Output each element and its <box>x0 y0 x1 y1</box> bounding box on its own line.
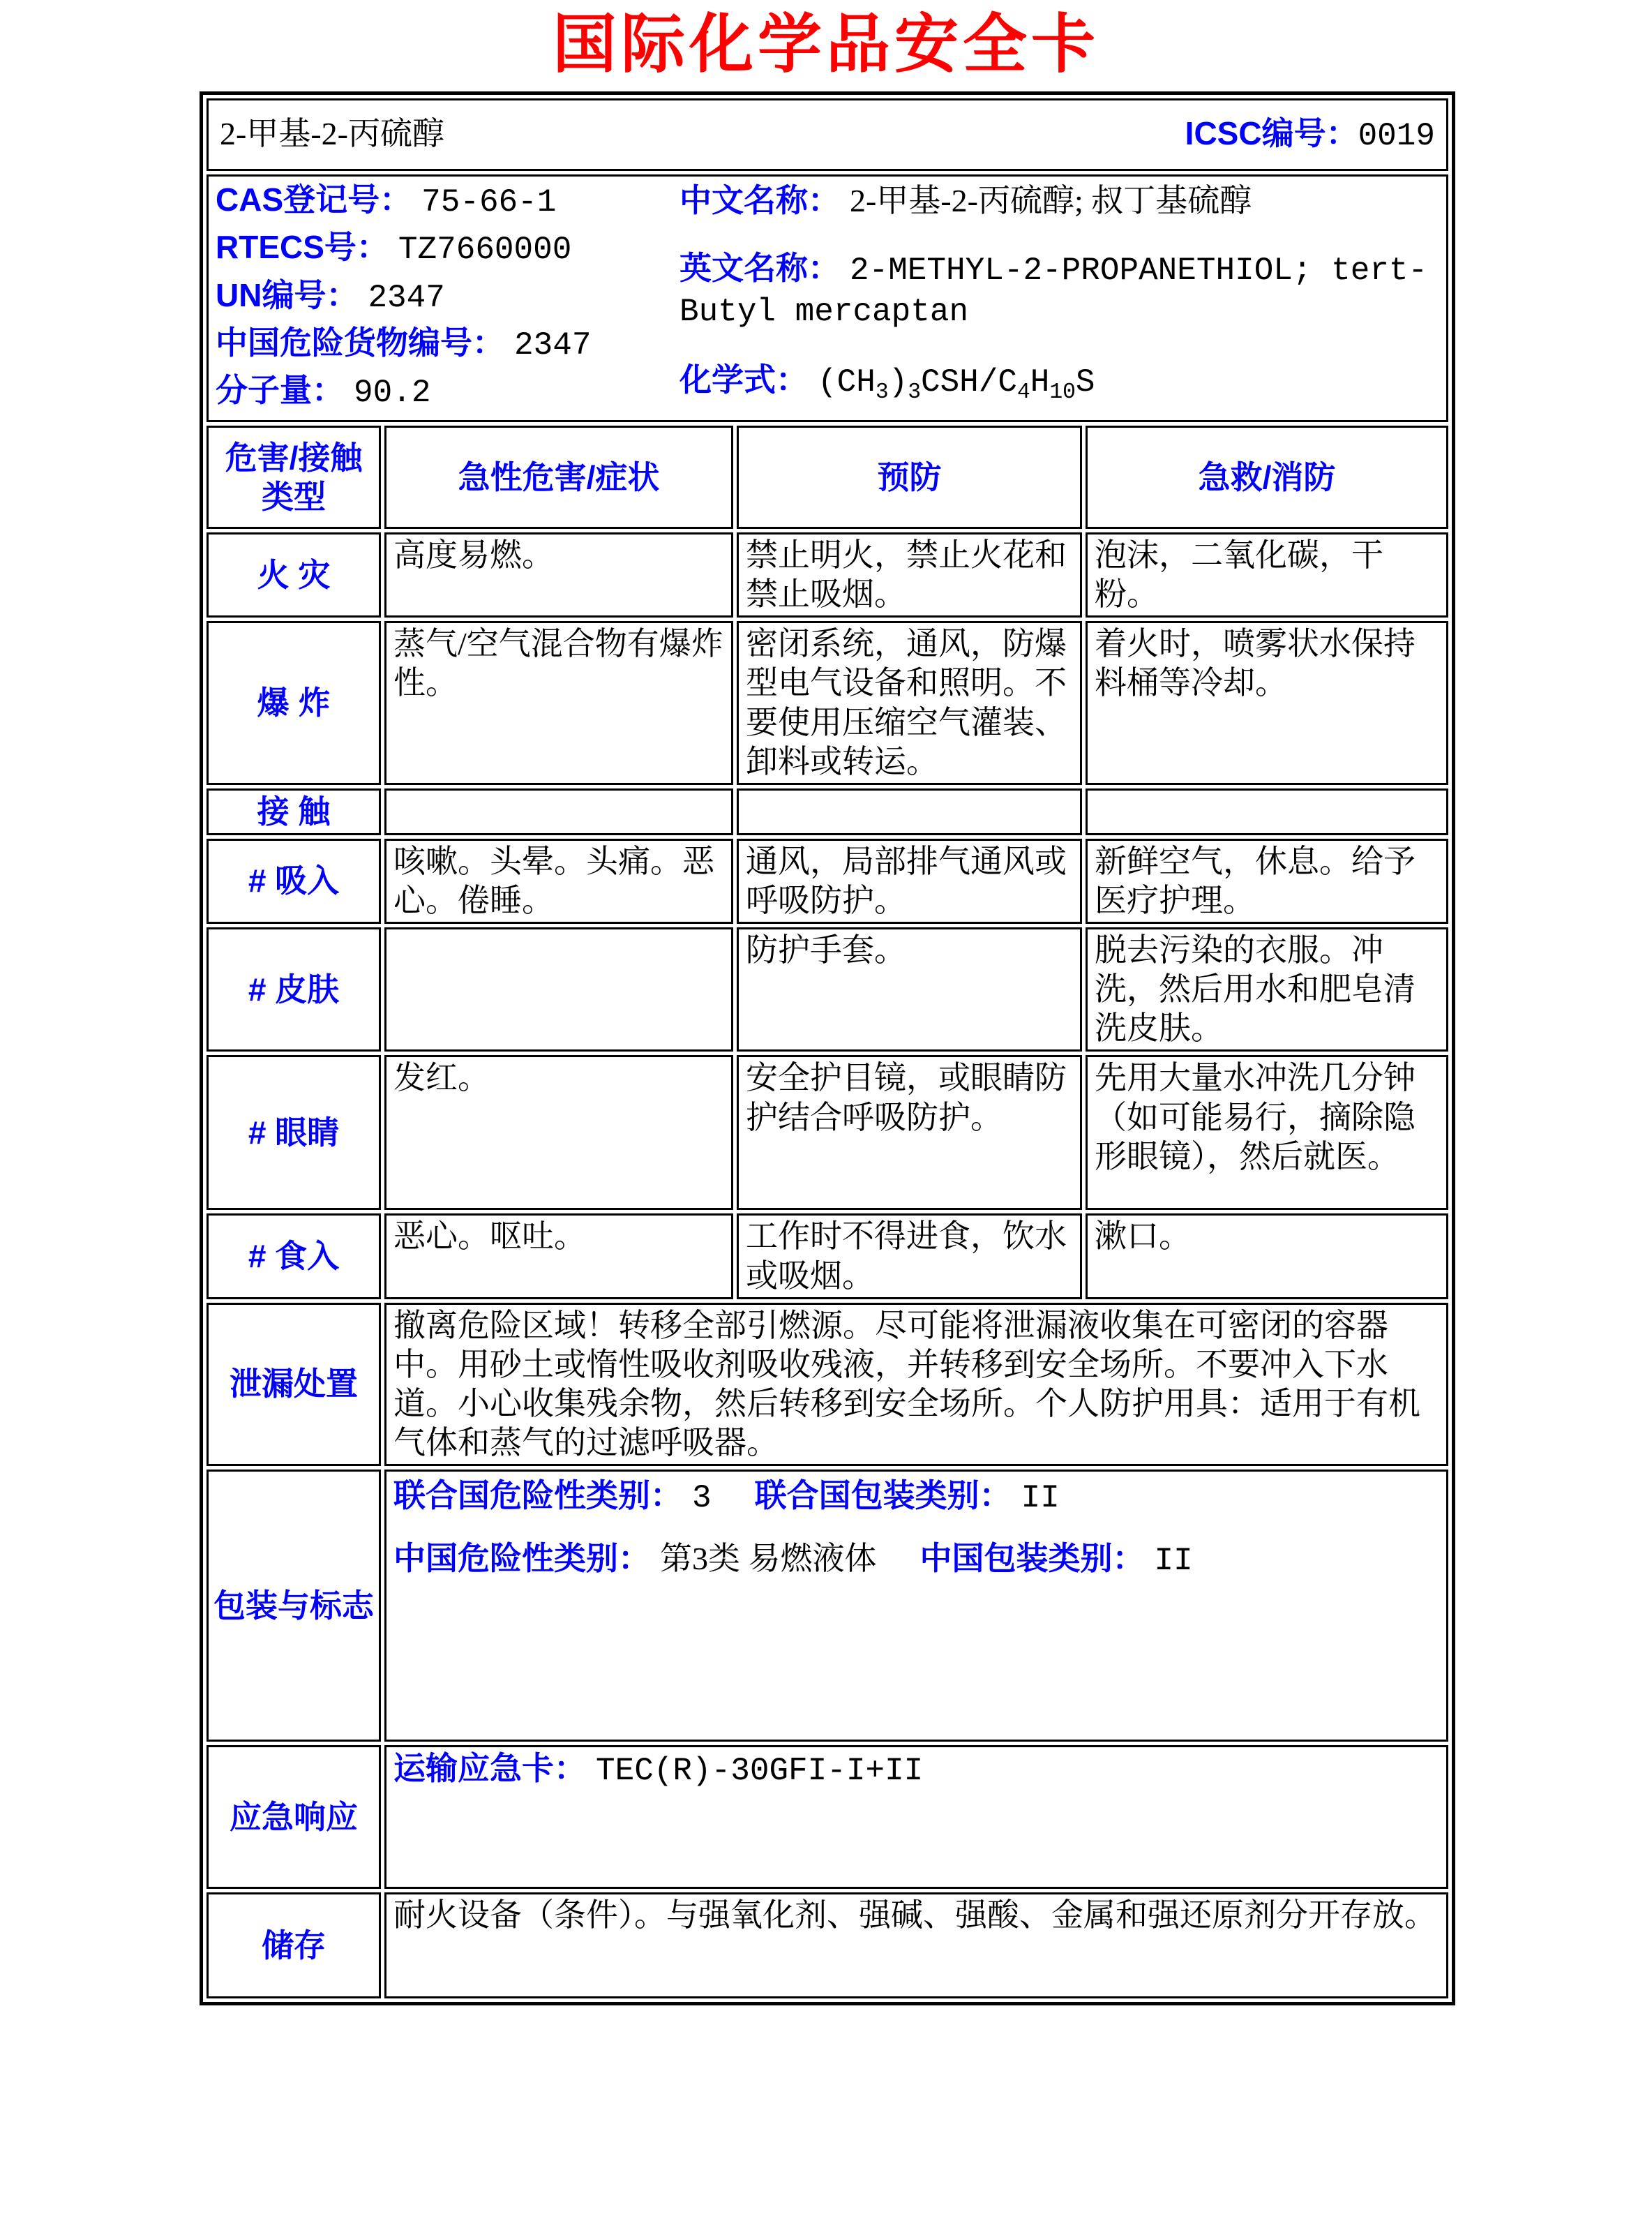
rtecs-line <box>216 228 679 269</box>
china-dg-number-line <box>216 324 679 365</box>
row-eyes <box>206 1055 1448 1210</box>
spill-text: 撤离危险区域！转移全部引燃源。尽可能将泄漏液收集在可密闭的容器中。用砂土或惰性吸收剂吸收残液，并转移到安全场所。不要冲入下水道。小心收集残余物，然后转移到安全场所。个人防护用具：适用于有机气体和蒸气的过滤呼吸器。 <box>384 1303 1448 1466</box>
spill-label: 泄漏处置 <box>206 1303 381 1466</box>
fire-type-label: 火 灾 <box>206 532 381 618</box>
explosion-prevention: 密闭系统，通风，防爆型电气设备和照明。不要使用压缩空气灌装、卸料或转运。 <box>737 621 1082 784</box>
row-storage <box>206 1892 1448 1998</box>
eyes-prevention: 安全护目镜，或眼睛防护结合呼吸防护。 <box>737 1055 1082 1210</box>
english-name-line <box>679 248 1429 331</box>
hazard-type-header <box>206 426 381 529</box>
fire-prevention: 禁止明火，禁止火花和禁止吸烟。 <box>737 532 1082 618</box>
skin-type-label: # 皮肤 <box>206 927 381 1052</box>
molecular-weight-line <box>216 371 679 412</box>
en-name-label: 英文名称： <box>679 250 840 287</box>
symptoms-header: 急性危害/症状 <box>384 426 733 529</box>
header-row <box>206 98 1448 171</box>
chinese-name-line <box>679 181 1429 220</box>
row-explosion <box>206 621 1448 784</box>
hazard-type-header-line1: 危害/接触 <box>225 440 363 477</box>
cn-pack-value: II <box>1154 1543 1193 1580</box>
un-label: UN编号： <box>216 276 359 313</box>
cas-number-line <box>216 181 679 222</box>
icsc-number <box>1185 114 1435 156</box>
row-skin <box>206 927 1448 1052</box>
contact-prevention <box>737 788 1082 835</box>
ingestion-type-label: # 食入 <box>206 1213 381 1299</box>
inhalation-firstaid: 新鲜空气，休息。给予医疗护理。 <box>1086 839 1448 924</box>
inhalation-type-label: # 吸入 <box>206 839 381 924</box>
firstaid-header: 急救/消防 <box>1086 426 1448 529</box>
inhalation-prevention: 通风，局部排气通风或呼吸防护。 <box>737 839 1082 924</box>
un-pack-label: 联合国包装类别： <box>754 1477 1012 1514</box>
storage-text: 耐火设备（条件）。与强氧化剂、强碱、强酸、金属和强还原剂分开存放。 <box>384 1892 1448 1998</box>
identifier-list <box>216 178 679 419</box>
info-cell <box>206 174 1448 422</box>
china-dg-label: 中国危险货物编号： <box>216 324 504 361</box>
cn-name-label: 中文名称： <box>679 182 840 219</box>
icsc-value: 0019 <box>1358 118 1435 155</box>
rtecs-value: TZ7660000 <box>398 232 572 269</box>
page-title: 国际化学品安全卡 <box>552 9 1099 80</box>
cn-class-value: 第3类 易燃液体 <box>660 1541 877 1577</box>
cn-class-label: 中国危险性类别： <box>393 1540 650 1577</box>
prevention-header: 预防 <box>737 426 1082 529</box>
name-list <box>679 178 1429 419</box>
formula-line <box>679 360 1429 406</box>
cn-pack-label: 中国包装类别： <box>919 1540 1145 1577</box>
packaging-content <box>384 1470 1448 1742</box>
row-fire <box>206 532 1448 618</box>
eyes-type-label: # 眼睛 <box>206 1055 381 1210</box>
fire-symptoms: 高度易燃。 <box>384 532 733 618</box>
un-pack-value: II <box>1021 1480 1060 1517</box>
safety-card-table <box>200 91 1455 2005</box>
mw-label: 分子量： <box>216 371 344 408</box>
explosion-firstaid: 着火时，喷雾状水保持料桶等冷却。 <box>1086 621 1448 784</box>
china-dg-value: 2347 <box>514 327 592 364</box>
mw-value: 90.2 <box>354 374 431 411</box>
transport-card-value: TEC(R)-30GFI-I+II <box>596 1753 924 1790</box>
ingestion-firstaid: 漱口。 <box>1086 1213 1448 1299</box>
un-classification-line <box>393 1476 1439 1518</box>
skin-firstaid: 脱去污染的衣服。冲洗，然后用水和肥皂清洗皮肤。 <box>1086 927 1448 1052</box>
transport-card-label: 运输应急卡： <box>393 1750 586 1787</box>
emergency-content <box>384 1745 1448 1889</box>
skin-prevention: 防护手套。 <box>737 927 1082 1052</box>
row-packaging <box>206 1470 1448 1742</box>
un-class-value: 3 <box>692 1480 712 1517</box>
ingestion-prevention: 工作时不得进食，饮水或吸烟。 <box>737 1213 1082 1299</box>
cas-label: CAS登记号： <box>216 181 412 218</box>
eyes-symptoms: 发红。 <box>384 1055 733 1210</box>
cn-name-value: 2-甲基-2-丙硫醇; 叔丁基硫醇 <box>850 183 1252 219</box>
info-row <box>206 174 1448 422</box>
row-emergency-response <box>206 1745 1448 1889</box>
explosion-symptoms: 蒸气/空气混合物有爆炸性。 <box>384 621 733 784</box>
row-inhalation <box>206 839 1448 924</box>
inhalation-symptoms: 咳嗽。头晕。头痛。恶心。倦睡。 <box>384 839 733 924</box>
formula-label: 化学式： <box>679 361 808 398</box>
skin-symptoms <box>384 927 733 1052</box>
hazard-header-row <box>206 426 1448 529</box>
rtecs-label: RTECS号： <box>216 229 389 266</box>
cas-value: 75-66-1 <box>421 184 557 221</box>
contact-type-label: 接 触 <box>206 788 381 835</box>
row-contact <box>206 788 1448 835</box>
un-value: 2347 <box>368 279 445 316</box>
ingestion-symptoms: 恶心。呕吐。 <box>384 1213 733 1299</box>
header-cell <box>206 98 1448 171</box>
hazard-type-header-line2: 类型 <box>262 479 326 516</box>
packaging-label: 包装与标志 <box>206 1470 381 1742</box>
icsc-label: ICSC编号： <box>1185 115 1358 152</box>
contact-symptoms <box>384 788 733 835</box>
row-ingestion <box>206 1213 1448 1299</box>
eyes-firstaid: 先用大量水冲洗几分钟（如可能易行，摘除隐形眼镜），然后就医。 <box>1086 1055 1448 1210</box>
explosion-type-label: 爆 炸 <box>206 621 381 784</box>
row-spill-disposal <box>206 1303 1448 1466</box>
un-class-label: 联合国危险性类别： <box>393 1477 682 1514</box>
chemical-name: 2-甲基-2-丙硫醇 <box>220 116 444 152</box>
en-name-value: 2-METHYL-2-PROPANETHIOL; tert-Butyl mercaptan <box>679 253 1428 331</box>
cn-classification-line <box>393 1539 1439 1580</box>
contact-firstaid <box>1086 788 1448 835</box>
emergency-label: 应急响应 <box>206 1745 381 1889</box>
fire-firstaid: 泡沫，二氧化碳，干粉。 <box>1086 532 1448 618</box>
un-number-line <box>216 276 679 317</box>
formula-value: $(CH_3)_3CSH/C_4H_{10}S$ <box>818 364 1095 405</box>
storage-label: 储存 <box>206 1892 381 1998</box>
